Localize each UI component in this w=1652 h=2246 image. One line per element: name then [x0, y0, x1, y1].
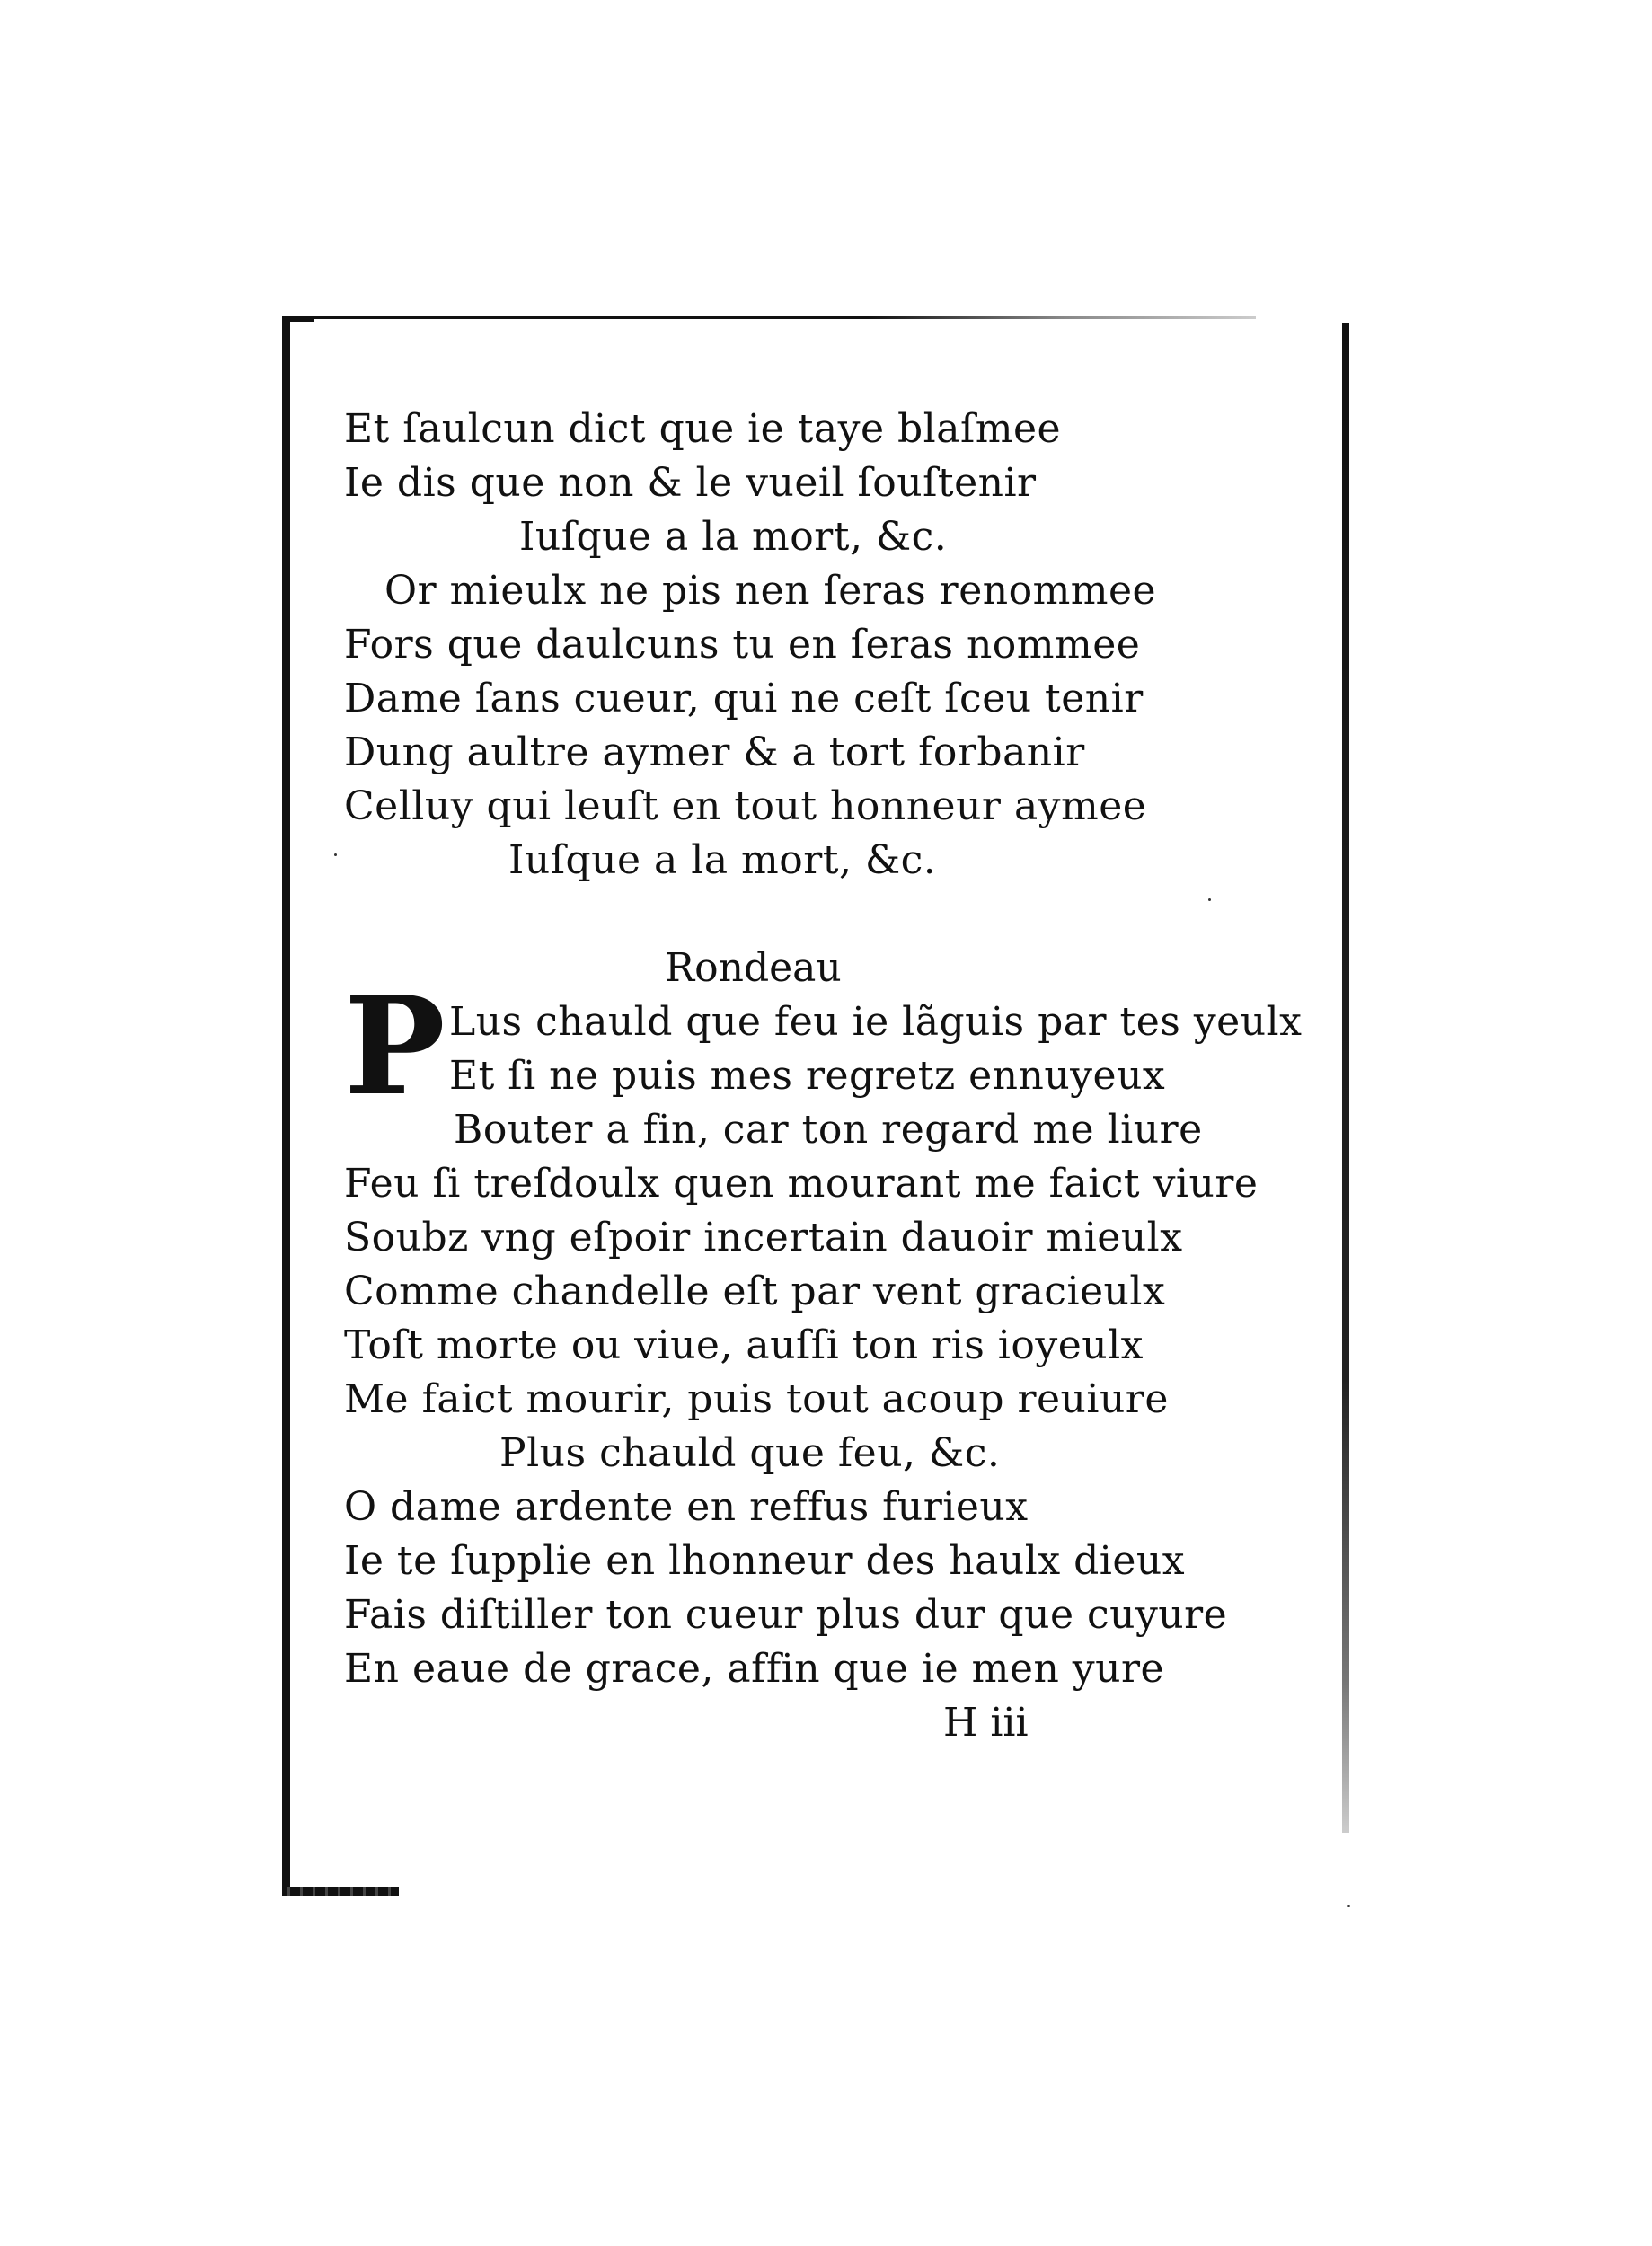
bottom-border-fragment — [282, 1887, 399, 1896]
signature-mark: H iii — [943, 1700, 1029, 1746]
verse-refrain: Iuſque a la mort, &c. — [519, 514, 948, 560]
verse-line: Toſt morte ou viue, auſſi ton ris ioyeulx — [344, 1322, 1144, 1368]
verse-line: Comme chandelle eſt par vent gracieulx — [344, 1269, 1166, 1314]
verse-line: Celluy qui leuſt en tout honneur aymee — [344, 783, 1147, 829]
verse-line: Soubz vng eſpoir incertain dauoir mieulx — [344, 1215, 1183, 1260]
verse-line: Feu ſi treſdoulx quen mourant me faict viure — [344, 1161, 1259, 1207]
verse-line: Ie te ſupplie en lhonneur des haulx dieux — [344, 1538, 1186, 1584]
right-border-rule — [1342, 323, 1349, 1833]
verse-line: Lus chauld que feu ie lãguis par tes yeulx — [449, 999, 1303, 1045]
verse-line: Fais diſtiller ton cueur plus dur que cuyure — [344, 1592, 1228, 1638]
ink-speck — [1347, 1905, 1350, 1907]
verse-line: Et ſi ne puis mes regretz ennuyeux — [449, 1053, 1166, 1099]
verse-refrain: Iuſque a la mort, &c. — [508, 837, 937, 883]
verse-line: Or mieulx ne pis nen ſeras renommee — [384, 568, 1157, 614]
verse-line: Dung aultre aymer & a tort forbanir — [344, 730, 1085, 775]
verse-line: O dame ardente en reffus furieux — [344, 1484, 1029, 1530]
left-border-rule — [282, 320, 290, 1892]
verse-line: Dame ſans cueur, qui ne ceſt ſceu tenir — [344, 676, 1144, 721]
verse-line: Ie dis que non & le vueil ſouſtenir — [344, 460, 1037, 506]
drop-cap: P — [344, 968, 446, 1126]
top-border-rule — [286, 316, 1256, 319]
verse-line: Bouter a fin, car ton regard me liure — [454, 1107, 1203, 1153]
ink-speck — [1208, 898, 1211, 901]
section-heading: Rondeau — [665, 945, 842, 991]
verse-line: Me faict mourir, puis tout acoup reuiure — [344, 1376, 1169, 1422]
verse-refrain: Plus chauld que feu, &c. — [499, 1430, 1001, 1476]
verse-line: En eaue de grace, affin que ie men yure — [344, 1646, 1165, 1692]
verse-line: Et ſaulcun dict que ie taye blaſmee — [344, 406, 1062, 452]
ink-speck — [334, 853, 337, 856]
verse-line: Fors que daulcuns tu en ſeras nommee — [344, 622, 1141, 668]
